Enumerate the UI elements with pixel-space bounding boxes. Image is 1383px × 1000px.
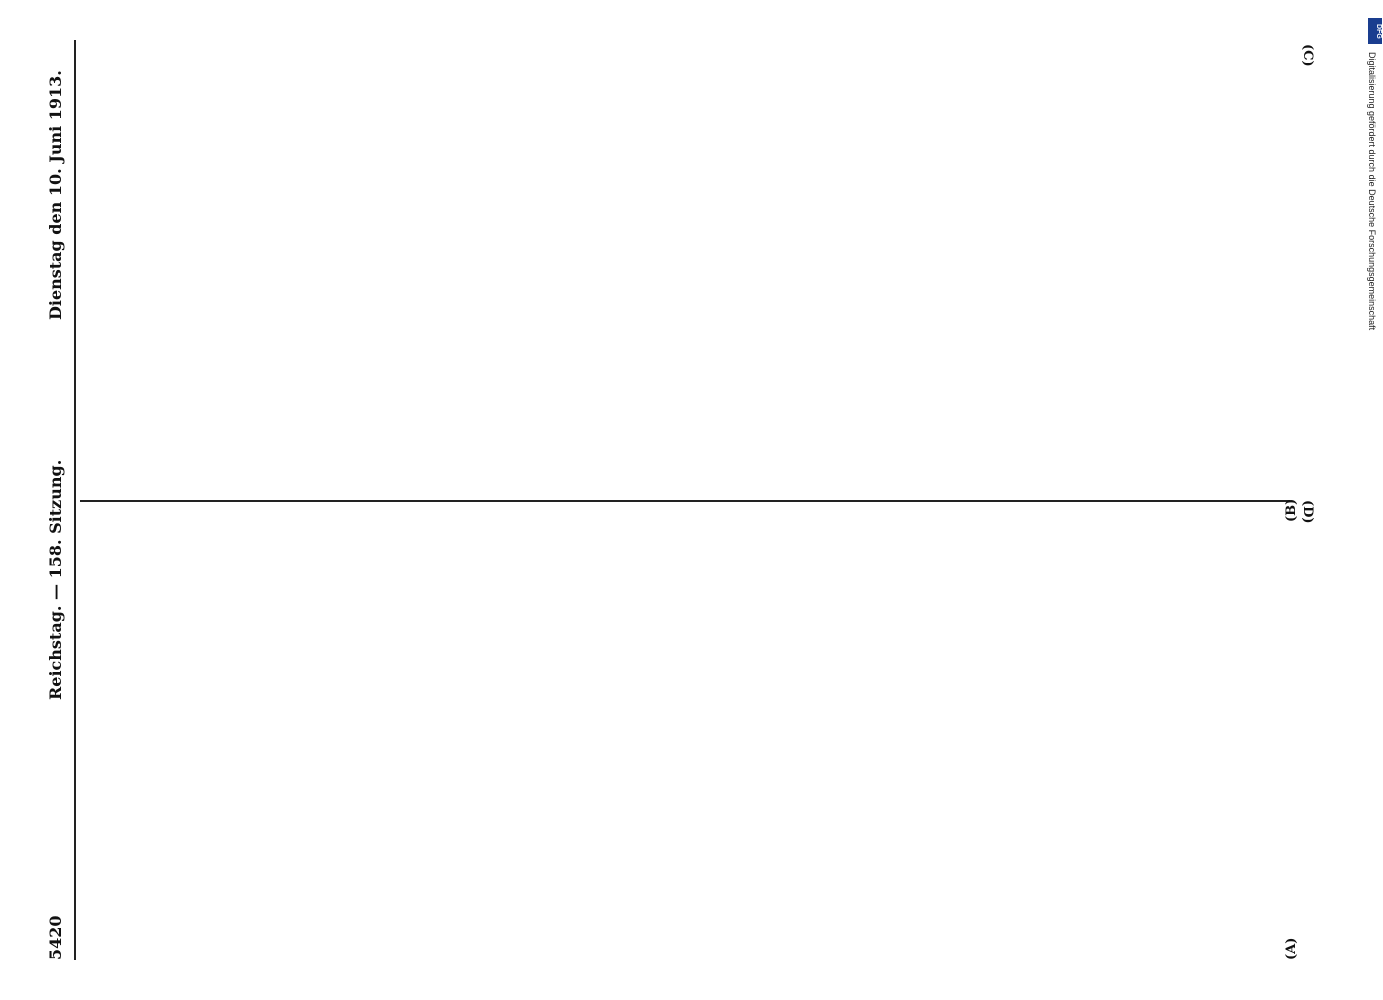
margin-marker-b: (B) (1284, 498, 1299, 522)
margin-marker-a: (A) (1284, 937, 1299, 960)
credit-text: Digitalisierung gefördert durch die Deutsche Forschungsgemeinschaft (1367, 52, 1377, 331)
margin-marker-c-screen: (C) (1300, 44, 1315, 67)
column-divider (80, 500, 1290, 502)
left-column (84, 520, 1290, 960)
header-divider (74, 40, 76, 960)
rotated-page (40, 40, 1300, 960)
margin-marker-d-screen: (D) (1300, 500, 1315, 524)
page-number: 5420 (46, 915, 65, 960)
dfg-logo: DFG (1368, 18, 1382, 44)
page-header (40, 40, 74, 960)
right-column (84, 46, 1290, 486)
digitization-credit (1367, 8, 1383, 908)
session-title: Reichstag. — 158. Sitzung. (46, 459, 65, 700)
session-date: Dienstag den 10. Juni 1913. (46, 70, 65, 320)
